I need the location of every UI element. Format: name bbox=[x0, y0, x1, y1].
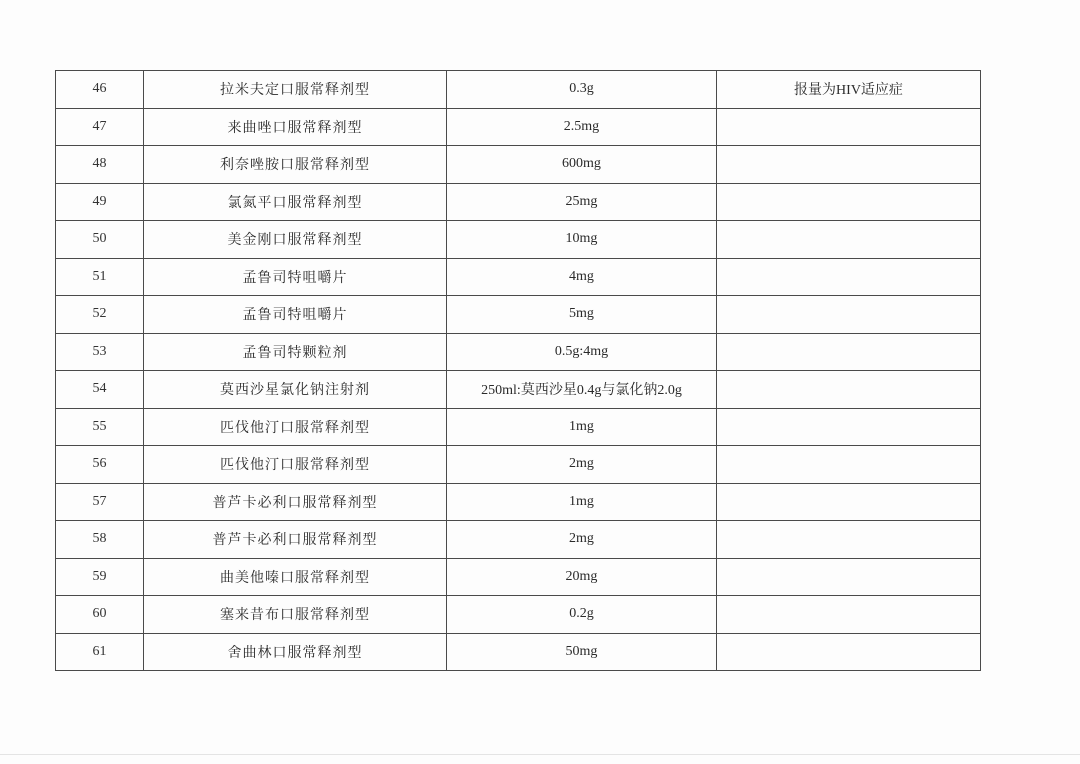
row-number-cell: 57 bbox=[56, 483, 144, 521]
specification-cell: 4mg bbox=[447, 258, 717, 296]
remark-cell bbox=[717, 108, 981, 146]
remark-cell bbox=[717, 258, 981, 296]
row-number-cell: 60 bbox=[56, 596, 144, 634]
drug-name-cell: 普芦卡必利口服常释剂型 bbox=[144, 521, 447, 559]
row-number-cell: 55 bbox=[56, 408, 144, 446]
remark-cell bbox=[717, 408, 981, 446]
specification-cell: 2mg bbox=[447, 521, 717, 559]
drug-list-table bbox=[55, 70, 981, 671]
drug-name-cell: 匹伐他汀口服常释剂型 bbox=[144, 408, 447, 446]
drug-name-cell: 孟鲁司特咀嚼片 bbox=[144, 258, 447, 296]
row-number-cell: 46 bbox=[56, 71, 144, 109]
table-row bbox=[56, 108, 981, 146]
remark-cell bbox=[717, 483, 981, 521]
drug-name-cell: 利奈唑胺口服常释剂型 bbox=[144, 146, 447, 184]
table-row bbox=[56, 596, 981, 634]
specification-cell: 10mg bbox=[447, 221, 717, 259]
table-row bbox=[56, 183, 981, 221]
table-row bbox=[56, 146, 981, 184]
drug-name-cell: 曲美他嗪口服常释剂型 bbox=[144, 558, 447, 596]
specification-cell: 2.5mg bbox=[447, 108, 717, 146]
row-number-cell: 51 bbox=[56, 258, 144, 296]
row-number-cell: 61 bbox=[56, 633, 144, 671]
specification-cell: 20mg bbox=[447, 558, 717, 596]
row-number-cell: 50 bbox=[56, 221, 144, 259]
table-row bbox=[56, 296, 981, 334]
row-number-cell: 56 bbox=[56, 446, 144, 484]
specification-cell: 50mg bbox=[447, 633, 717, 671]
remark-cell bbox=[717, 521, 981, 559]
table-row bbox=[56, 221, 981, 259]
remark-cell bbox=[717, 333, 981, 371]
table-row bbox=[56, 71, 981, 109]
row-number-cell: 59 bbox=[56, 558, 144, 596]
page-edge-line bbox=[0, 754, 1080, 755]
table-row bbox=[56, 258, 981, 296]
row-number-cell: 54 bbox=[56, 371, 144, 409]
table-body bbox=[56, 71, 981, 671]
table-row bbox=[56, 558, 981, 596]
drug-name-cell: 拉米夫定口服常释剂型 bbox=[144, 71, 447, 109]
table-row bbox=[56, 446, 981, 484]
remark-cell bbox=[717, 221, 981, 259]
table-row bbox=[56, 521, 981, 559]
remark-cell bbox=[717, 596, 981, 634]
row-number-cell: 47 bbox=[56, 108, 144, 146]
remark-cell: 报量为HIV适应症 bbox=[717, 71, 981, 109]
remark-cell bbox=[717, 146, 981, 184]
remark-cell bbox=[717, 558, 981, 596]
specification-cell: 0.5g:4mg bbox=[447, 333, 717, 371]
specification-cell: 5mg bbox=[447, 296, 717, 334]
drug-name-cell: 塞来昔布口服常释剂型 bbox=[144, 596, 447, 634]
row-number-cell: 49 bbox=[56, 183, 144, 221]
table-row bbox=[56, 333, 981, 371]
drug-name-cell: 匹伐他汀口服常释剂型 bbox=[144, 446, 447, 484]
specification-cell: 1mg bbox=[447, 408, 717, 446]
drug-name-cell: 普芦卡必利口服常释剂型 bbox=[144, 483, 447, 521]
drug-name-cell: 孟鲁司特颗粒剂 bbox=[144, 333, 447, 371]
drug-name-cell: 莫西沙星氯化钠注射剂 bbox=[144, 371, 447, 409]
specification-cell: 2mg bbox=[447, 446, 717, 484]
drug-name-cell: 来曲唑口服常释剂型 bbox=[144, 108, 447, 146]
remark-cell bbox=[717, 296, 981, 334]
drug-name-cell: 孟鲁司特咀嚼片 bbox=[144, 296, 447, 334]
drug-name-cell: 氯氮平口服常释剂型 bbox=[144, 183, 447, 221]
row-number-cell: 53 bbox=[56, 333, 144, 371]
remark-cell bbox=[717, 446, 981, 484]
specification-cell: 25mg bbox=[447, 183, 717, 221]
specification-cell: 0.3g bbox=[447, 71, 717, 109]
table-row bbox=[56, 371, 981, 409]
specification-cell: 600mg bbox=[447, 146, 717, 184]
table-row bbox=[56, 483, 981, 521]
specification-cell: 250ml:莫西沙星0.4g与氯化钠2.0g bbox=[447, 371, 717, 409]
remark-cell bbox=[717, 371, 981, 409]
specification-cell: 1mg bbox=[447, 483, 717, 521]
row-number-cell: 52 bbox=[56, 296, 144, 334]
table-row bbox=[56, 408, 981, 446]
specification-cell: 0.2g bbox=[447, 596, 717, 634]
drug-name-cell: 舍曲林口服常释剂型 bbox=[144, 633, 447, 671]
remark-cell bbox=[717, 633, 981, 671]
remark-cell bbox=[717, 183, 981, 221]
row-number-cell: 58 bbox=[56, 521, 144, 559]
drug-name-cell: 美金刚口服常释剂型 bbox=[144, 221, 447, 259]
table-row bbox=[56, 633, 981, 671]
row-number-cell: 48 bbox=[56, 146, 144, 184]
